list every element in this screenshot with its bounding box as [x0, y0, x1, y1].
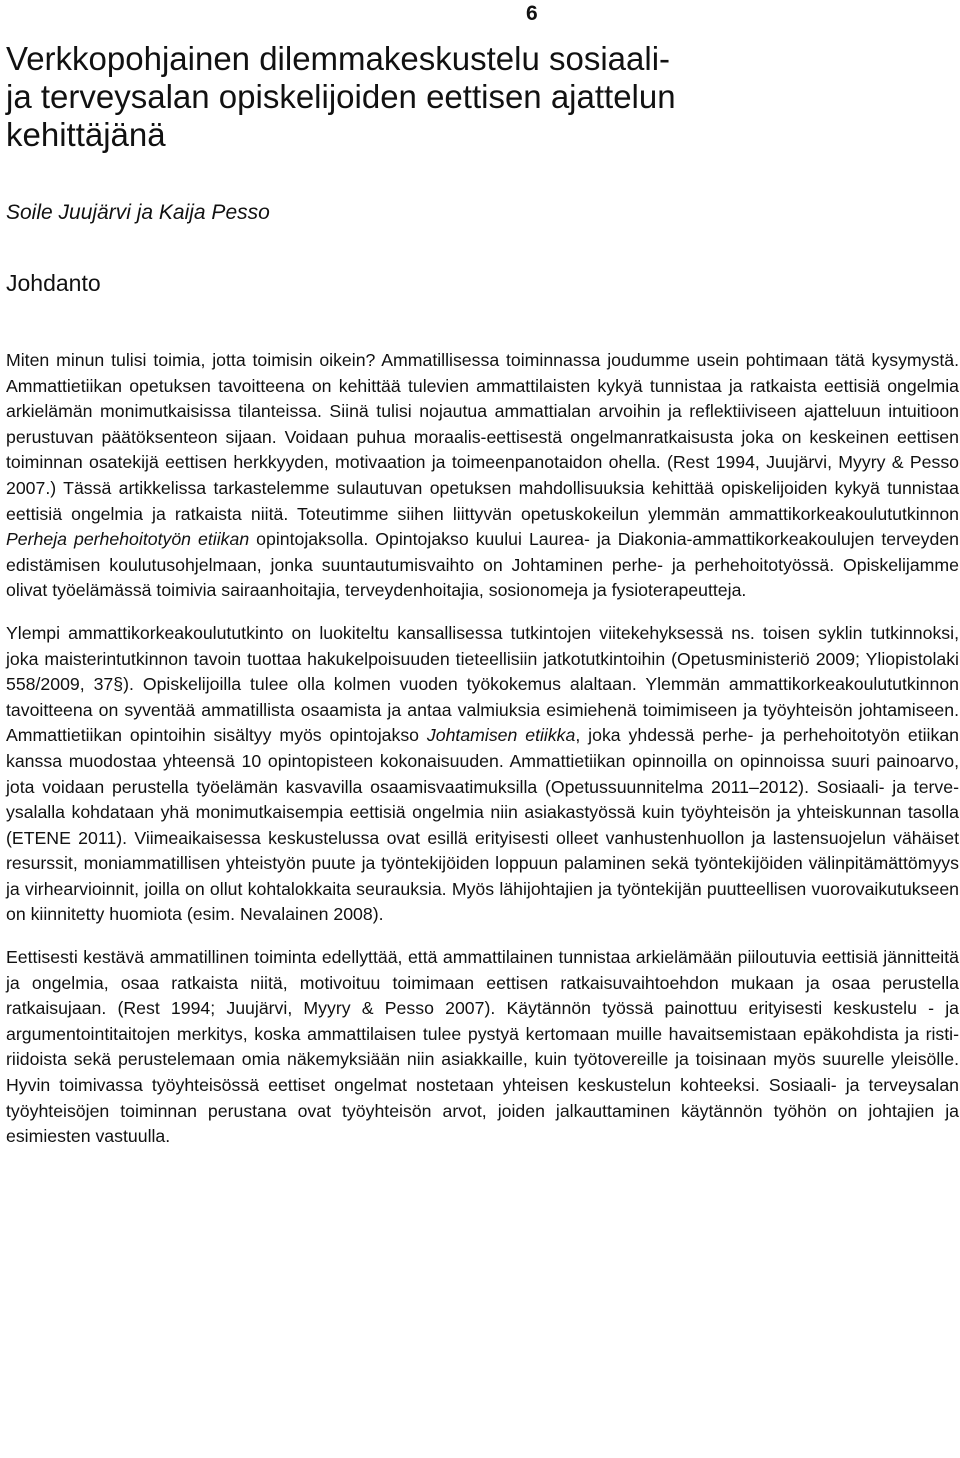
- page-number: 6: [526, 2, 538, 25]
- paragraph: [6, 945, 959, 1150]
- title-line: kehittäjänä: [6, 116, 166, 153]
- paragraph: [6, 348, 959, 604]
- article-authors: Soile Juujärvi ja Kaija Pesso: [6, 201, 270, 224]
- paragraph: [6, 621, 959, 928]
- section-heading: Johdanto: [6, 270, 101, 296]
- paragraph-text: Miten minun tulisi toimia, jotta toimisin oikein? Ammatillisessa toiminnassa joudumme usein pohtimaan tätä kysymystä. Ammattietiikan opetuksen tavoitteena on kehittää tulevien ammattilaisten kykyä tunnistaa ja ratkaista eettisiä ongelmia arkielämän monimutkaisissa tilanteissa. Siinä tulisi nojautua ammattialan arvoihin ja reflektiiviseen ajatteluun intuitioon perustuvan päätöksenteon sijaan. Voidaan puhua moraalis-eettisestä ongelmanratkaisusta joka on keskeinen eettisen toiminnan osatekijä eettisen herkkyyden, motivaation ja toimeenpanotaidon ohella. (Rest 1994, Juujärvi, Myyry & Pesso 2007.) Tässä artikkelissa tarkastelemme sulautuvan opetuksen mahdollisuuksia kehittää opiskelijoiden kykyä tunnistaa eettisiä ongelmia ja ratkaista niitä. Toteutimme siihen liittyvän opetuskokeilun ylemmän ammattikorkeakoulututkinnon: [6, 350, 959, 524]
- paragraph-text: Eettisesti kestävä ammatillinen toiminta edellyttää, että ammattilainen tunnistaa arkielämään piiloutuvia eettisiä jännitteitä ja ongelmia, osaa ratkaista niitä, motivoituu toimimaan eettisen ratkaisuvaihtoehdon mukaan ja osaa perustella ratkaisujaan. (Rest 1994; Juujärvi, Myyry & Pesso 2007). Käytännön työssä painottuu erityisesti keskustelu - ja argumentointitaitojen merkitys, koska ammattilaisen tulee pystyä kertomaan muille havaitsemistaan epäkohdista ja ristiriidoista sekä perustelemaan omia näkemyksiään niin asiakkaille, kuin työtovereille ja toisinaan myös suurelle yleisölle. Hyvin toimivassa työyhteisössä eettiset ongelmat nostetaan yhteisen keskustelun kohteeksi. Sosiaali- ja terveysalan työyhteisöjen toiminnan perustana ovat työyhteisön arvot, joiden jalkauttaminen käytännön työhön on johtajien ja esimiesten vastuulla.: [6, 947, 959, 1147]
- title-line: Verkkopohjainen dilemmakeskustelu sosiaali-: [6, 40, 671, 77]
- paragraph-text: opintojaksolla. Opintojakso kuului Laurea- ja Diakonia-ammattikorkeakoulujen terveyden edistämisen koulutusohjelmaan, jonka suuntautumisvaihto on Johtaminen perhe- ja perhehoitotyössä. Opiskelijamme olivat työelämässä toimivia sairaanhoitajia, terveydenhoitajia, sosionomeja ja fysioterapeutteja.: [6, 529, 959, 601]
- article-title: [6, 40, 906, 154]
- body-text: [6, 348, 959, 1150]
- course-name-emphasis: Johtamisen etiikka: [426, 725, 576, 746]
- paragraph-text: Ylempi ammattikorkeakoulututkinto on luokiteltu kansallisessa tutkintojen viitekehyksessä ns. toisen syklin tutkinnoksi, joka maisterintutkinnon tavoin tuottaa hakukelpoisuuden tieteellisiin jatkotutkintoihin (Opetusministeriö 2009; Yliopistolaki 558/2009, 37§). Opiskelijoilla tulee olla kolmen vuoden työkokemus alaltaan. Ylemmän ammattikorkeakoulututkinnon tavoitteena on syventää ammatillista osaamista ja antaa valmiuksia esimiehenä toimimiseen ja työyhteisön johtamiseen. Ammattietiikan opintoihin sisältyy myös opintojakso: [6, 622, 959, 746]
- title-line: ja terveysalan opiskelijoiden eettisen ajattelun: [6, 78, 676, 115]
- course-name-emphasis: Perheja perhehoitotyön etiikan: [6, 529, 250, 550]
- paragraph-text: , joka yhdessä perhe- ja perhehoitotyön etiikan kanssa muodostaa yhteensä 10 opintopisteen kokonaisuuden. Ammattietiikan opinnoilla on opinnoissa suuri painoarvo, jota voidaan perustella työelämän kasvavilla osaamisvaatimuksilla (Opetussuunnitelma 2011–2012). Sosiaali- ja terveysalalla kohdataan yhä monimutkaisempia eettisiä ongelmia niin asiakastyössä kuin työyhteisön ja yhteiskunnan tasolla (ETENE 2011). Viimeaikaisessa keskustelussa ovat esillä erityisesti olleet vanhustenhuollon ja lastensuojelun vähäiset resurssit, moniammatillisen yhteistyön puute ja työntekijöiden loppuun palaminen sekä työntekijöiden välinpitämättömyys ja virhearvioinnit, joilla on ollut kohtalokkaita seurauksia. Myös lähijohtajien ja työntekijän puutteellisen vuorovaikutukseen on kiinnitetty huomiota (esim. Nevalainen 2008).: [6, 725, 959, 925]
